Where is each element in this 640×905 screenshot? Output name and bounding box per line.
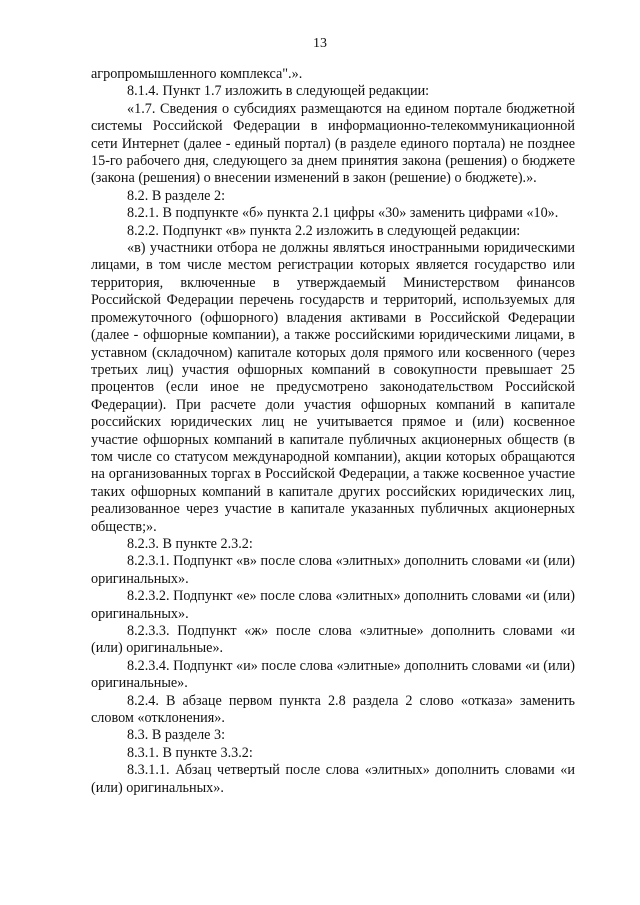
paragraph: агропромышленного комплекса".». — [91, 66, 303, 82]
paragraph: 8.2.3.3. Подпункт «ж» после слова «элитные» дополнить словами «и (или) оригинальные». — [91, 623, 575, 657]
paragraph: 8.2.1. В подпункте «б» пункта 2.1 цифры «30» заменить цифрами «10». — [127, 205, 559, 222]
page-number: 13 — [313, 36, 327, 51]
paragraph: 8.2. В разделе 2: — [127, 187, 226, 204]
paragraph: 8.2.3.4. Подпункт «и» после слова «элитные» дополнить словами «и (или) оригинальные». — [91, 657, 575, 692]
paragraph: 8.3. В разделе 3: — [127, 727, 226, 744]
paragraph: 8.2.4. В абзаце первом пункта 2.8 раздела 2 слово «отказа» заменить словом «отклонения». — [91, 692, 575, 727]
document-body — [91, 66, 575, 797]
paragraph: «в) участники отбора не должны являться иностранными юридическими лицами, в том числе местом регистрации которых является государство или территория, включенные в утверждаемый Министерством финансов Российской Федерации перечень государств и территорий, используемых для промежуточного (офшорного) владения активами в Российской Федерации (далее - офшорные компании), а также российскими юридическими лицами, в уставном (складочном) капитале которых доля прямого или косвенного (через третьих лиц) участия офшорных компаний в совокупности превышает 25 процентов (если иное не предусмотрено законодательством Российской Федерации). При расчете доли участия офшорных компаний в капитале российских юридических лиц не учитывается прямое и (или) косвенное участие офшорных компаний в капитале публичных акционерных обществ (в том числе со статусом международной компании), акции которых обращаются на организованных торгах в Российской Федерации, а также косвенное участие таких офшорных компаний в капитале других российских юридических лиц, реализованное через участие в капитале указанных публичных акционерных обществ;». — [91, 240, 575, 535]
paragraph: 8.1.4. Пункт 1.7 изложить в следующей редакции: — [127, 83, 430, 100]
paragraph: «1.7. Сведения о субсидиях размещаются на едином портале бюджетной системы Российской Федерации в информационно-телекоммуникационной сети Интернет (далее - единый портал) (в разделе единого портала) не позднее 15-го рабочего дня, следующего за днем принятия закона (решения) о бюджете (закона (решения) о внесении изменений в закон (решение) о бюджете).». — [91, 100, 575, 187]
paragraph: 8.2.3. В пункте 2.3.2: — [127, 535, 253, 552]
paragraph: 8.3.1.1. Абзац четвертый после слова «элитных» дополнить словами «и (или) оригинальных». — [91, 762, 575, 796]
paragraph: 8.2.3.2. Подпункт «е» после слова «элитных» дополнить словами «и (или) оригинальных». — [91, 588, 575, 622]
paragraph: 8.2.2. Подпункт «в» пункта 2.2 изложить в следующей редакции: — [127, 222, 521, 239]
paragraph: 8.3.1. В пункте 3.3.2: — [127, 744, 253, 761]
paragraph: 8.2.3.1. Подпункт «в» после слова «элитных» дополнить словами «и (или) оригинальных». — [91, 553, 575, 587]
